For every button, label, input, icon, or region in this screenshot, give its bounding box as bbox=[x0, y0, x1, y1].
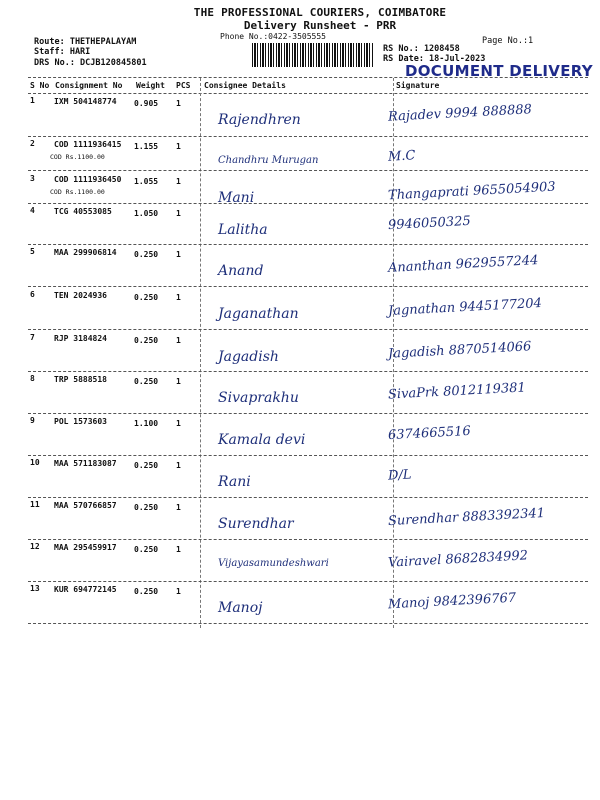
row-consignment-no: TEN 2024936 bbox=[54, 291, 107, 300]
row-pcs: 1 bbox=[176, 293, 181, 302]
row-weight: 0.250 bbox=[134, 250, 159, 259]
row-sno: 13 bbox=[30, 584, 40, 593]
row-signature: Jagadish 8870514066 bbox=[387, 339, 532, 362]
col-header-weight: Weight bbox=[136, 81, 165, 90]
row-pcs: 1 bbox=[176, 503, 181, 512]
row-signature: Ananthan 9629557244 bbox=[387, 253, 539, 276]
row-weight: 0.905 bbox=[134, 99, 159, 108]
row-divider bbox=[28, 455, 588, 456]
row-signature: 9946050325 bbox=[387, 213, 472, 234]
row-pcs: 1 bbox=[176, 419, 181, 428]
row-consignment-no: IXM 504148774 bbox=[54, 97, 117, 106]
row-signature: SivaPrk 8012119381 bbox=[387, 380, 527, 403]
row-sno: 8 bbox=[30, 374, 35, 383]
row-pcs: 1 bbox=[176, 177, 181, 186]
row-consignee-name: Sivaprakhu bbox=[218, 390, 299, 406]
row-consignment-no: KUR 694772145 bbox=[54, 585, 117, 594]
row-divider bbox=[28, 413, 588, 414]
phone-number: Phone No.:0422-3505555 bbox=[220, 32, 326, 41]
row-weight: 0.250 bbox=[134, 293, 159, 302]
row-signature: D/L bbox=[387, 467, 412, 484]
row-signature: Surendhar 8883392341 bbox=[387, 505, 546, 530]
row-consignee-name: Vijayasamundeshwari bbox=[218, 558, 329, 569]
row-sno: 12 bbox=[30, 542, 40, 551]
row-pcs: 1 bbox=[176, 336, 181, 345]
row-consignee-name: Rajendhren bbox=[218, 112, 301, 128]
row-consignment-no: MAA 570766857 bbox=[54, 501, 117, 510]
row-divider bbox=[28, 497, 588, 498]
row-consignee-name: Kamala devi bbox=[218, 432, 306, 448]
row-consignment-no: COD 1111936450 bbox=[54, 175, 122, 184]
col-header-pcs: PCS bbox=[176, 81, 191, 90]
row-weight: 1.155 bbox=[134, 142, 159, 151]
row-signature: Rajadev 9994 888888 bbox=[387, 102, 533, 125]
row-signature: Manoj 9842396767 bbox=[387, 590, 517, 613]
row-signature: Vairavel 8682834992 bbox=[387, 548, 529, 571]
company-title: THE PROFESSIONAL COURIERS, COIMBATORE bbox=[193, 6, 447, 19]
row-divider bbox=[28, 539, 588, 540]
staff: Staff: HARI bbox=[34, 47, 91, 57]
row-pcs: 1 bbox=[176, 99, 181, 108]
header-top-rule bbox=[28, 77, 588, 78]
barcode-icon bbox=[252, 43, 374, 67]
row-consignee-name: Manoj bbox=[218, 600, 263, 616]
row-consignment-no: MAA 571183087 bbox=[54, 459, 117, 468]
row-cod-amount: COD Rs.1100.00 bbox=[50, 188, 105, 196]
row-cod-amount: COD Rs.1100.00 bbox=[50, 153, 105, 161]
row-divider bbox=[28, 244, 588, 245]
drs-number: DRS No.: DCJB120845801 bbox=[34, 58, 147, 68]
col-header-consignee: Consignee Details bbox=[204, 81, 286, 90]
row-signature: 6374665516 bbox=[387, 423, 472, 444]
row-sno: 7 bbox=[30, 333, 35, 342]
row-weight: 0.250 bbox=[134, 503, 159, 512]
row-divider bbox=[28, 581, 588, 582]
row-consignment-no: POL 1573603 bbox=[54, 417, 107, 426]
row-consignment-no: MAA 295459917 bbox=[54, 543, 117, 552]
row-divider bbox=[28, 286, 588, 287]
row-divider bbox=[28, 329, 588, 330]
row-sno: 1 bbox=[30, 96, 35, 105]
row-consignee-name: Jagadish bbox=[218, 349, 279, 365]
row-pcs: 1 bbox=[176, 209, 181, 218]
row-sno: 5 bbox=[30, 247, 35, 256]
row-sno: 11 bbox=[30, 500, 40, 509]
row-sno: 6 bbox=[30, 290, 35, 299]
row-weight: 1.055 bbox=[134, 177, 159, 186]
row-consignment-no: TCG 40553085 bbox=[54, 207, 112, 216]
rs-date: RS Date: 18-Jul-2023 bbox=[383, 54, 486, 64]
row-consignee-name: Jaganathan bbox=[218, 306, 299, 322]
row-consignee-name: Mani bbox=[218, 190, 255, 206]
header-bottom-rule bbox=[28, 93, 588, 94]
col-header-signature: Signature bbox=[396, 81, 440, 90]
row-pcs: 1 bbox=[176, 461, 181, 470]
row-consignee-name: Chandhru Murugan bbox=[218, 155, 319, 166]
row-consignee-name: Surendhar bbox=[218, 516, 294, 532]
row-sno: 10 bbox=[30, 458, 40, 467]
row-divider bbox=[28, 371, 588, 372]
col-header-sno: S No bbox=[30, 81, 50, 90]
row-sno: 9 bbox=[30, 416, 35, 425]
row-pcs: 1 bbox=[176, 377, 181, 386]
row-sno: 3 bbox=[30, 174, 35, 183]
col-header-consignment: Consignment No bbox=[55, 81, 123, 90]
row-divider bbox=[28, 170, 588, 171]
row-consignment-no: COD 1111936415 bbox=[54, 140, 122, 149]
row-signature: M.C bbox=[387, 148, 416, 165]
rs-number: RS No.: 1208458 bbox=[383, 44, 460, 54]
route: Route: THETHEPALAYAM bbox=[34, 37, 137, 47]
column-divider bbox=[200, 78, 201, 628]
row-pcs: 1 bbox=[176, 142, 181, 151]
row-divider bbox=[28, 203, 588, 204]
row-divider bbox=[28, 623, 588, 624]
row-weight: 0.250 bbox=[134, 336, 159, 345]
sheet-title: Delivery Runsheet - PRR bbox=[243, 19, 397, 32]
row-signature: Thangaprati 9655054903 bbox=[387, 179, 557, 204]
page-number: Page No.:1 bbox=[482, 36, 534, 46]
row-weight: 0.250 bbox=[134, 377, 159, 386]
row-consignment-no: TRP 5888518 bbox=[54, 375, 107, 384]
row-weight: 0.250 bbox=[134, 461, 159, 470]
row-consignee-name: Lalitha bbox=[218, 222, 268, 238]
row-divider bbox=[28, 136, 588, 137]
row-consignee-name: Anand bbox=[218, 263, 264, 279]
row-weight: 1.100 bbox=[134, 419, 159, 428]
row-consignment-no: RJP 3184824 bbox=[54, 334, 107, 343]
row-sno: 2 bbox=[30, 139, 35, 148]
row-sno: 4 bbox=[30, 206, 35, 215]
row-consignee-name: Rani bbox=[218, 474, 251, 490]
row-pcs: 1 bbox=[176, 545, 181, 554]
row-consignment-no: MAA 299906814 bbox=[54, 248, 117, 257]
document-delivery-stamp: DOCUMENT DELIVERY bbox=[405, 62, 593, 80]
row-weight: 0.250 bbox=[134, 587, 159, 596]
row-pcs: 1 bbox=[176, 587, 181, 596]
row-weight: 1.050 bbox=[134, 209, 159, 218]
row-signature: Jagnathan 9445177204 bbox=[387, 295, 543, 320]
row-pcs: 1 bbox=[176, 250, 181, 259]
row-weight: 0.250 bbox=[134, 545, 159, 554]
